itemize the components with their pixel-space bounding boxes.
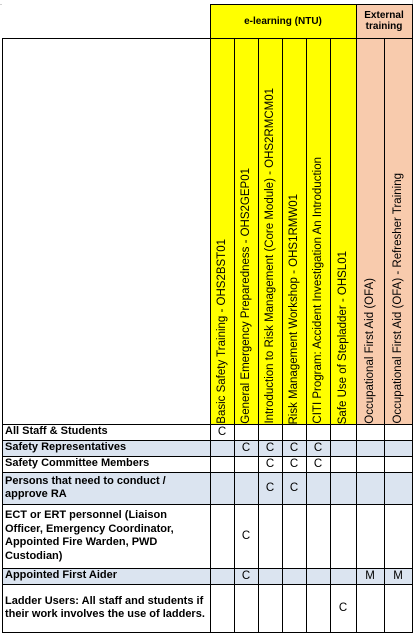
course-header-label: Basic Safety Training - OHS2BST01: [216, 239, 228, 424]
border-line: [2, 504, 413, 505]
requirement-cell: C: [234, 440, 258, 456]
requirement-cell: [384, 440, 412, 456]
requirement-cell: [306, 584, 330, 632]
requirement-cell: [356, 440, 384, 456]
course-header: [356, 38, 384, 424]
requirement-cell: [330, 440, 356, 456]
requirement-cell: [356, 456, 384, 472]
requirement-cell: [210, 584, 234, 632]
border-line: [306, 38, 307, 633]
border-line: [2, 472, 413, 473]
group-header-elearning: e-learning (NTU): [210, 4, 356, 38]
border-line: [356, 38, 357, 633]
requirement-cell: [234, 456, 258, 472]
course-header-label: Risk Management Workshop - OHS1RMW01: [288, 193, 300, 424]
border-line: [210, 38, 211, 633]
border-line: [282, 38, 283, 633]
requirement-cell: [384, 456, 412, 472]
requirement-cell: [384, 504, 412, 568]
border-line: [2, 424, 413, 425]
requirement-cell: [306, 472, 330, 504]
requirement-cell: C: [330, 584, 356, 632]
requirement-cell: [210, 456, 234, 472]
requirement-cell: [282, 504, 306, 568]
requirement-cell: [330, 504, 356, 568]
requirement-cell: [210, 568, 234, 584]
course-header-label: General Emergency Preparedness - OHS2GEP01: [240, 168, 252, 424]
requirement-cell: C: [282, 456, 306, 472]
requirement-cell: [258, 568, 282, 584]
requirement-cell: C: [234, 568, 258, 584]
border-line: [356, 4, 357, 38]
requirement-cell: [258, 504, 282, 568]
row-label: Safety Committee Members: [2, 456, 210, 472]
border-line: [384, 38, 385, 633]
border-line: [210, 38, 412, 39]
border-line: [412, 4, 413, 38]
course-header: [306, 38, 330, 424]
requirement-cell: [356, 504, 384, 568]
requirement-cell: C: [234, 504, 258, 568]
requirement-cell: [210, 504, 234, 568]
requirement-cell: M: [356, 568, 384, 584]
gridline: [0, 4, 2, 5]
requirement-cell: [210, 472, 234, 504]
requirement-cell: [234, 584, 258, 632]
requirement-cell: M: [384, 568, 412, 584]
course-header: [210, 38, 234, 424]
course-header: [282, 38, 306, 424]
requirement-cell: C: [282, 440, 306, 456]
border-line: [210, 4, 211, 38]
course-header: [384, 38, 412, 424]
border-line: [2, 38, 210, 39]
course-header: [258, 38, 282, 424]
border-line: [2, 456, 413, 457]
requirement-cell: [356, 424, 384, 440]
course-header: [330, 38, 356, 424]
requirement-cell: [330, 456, 356, 472]
border-line: [412, 38, 413, 633]
requirement-cell: [356, 584, 384, 632]
group-header-external: External training: [356, 4, 412, 38]
border-line: [234, 38, 235, 633]
requirement-cell: [384, 584, 412, 632]
requirement-cell: C: [258, 440, 282, 456]
requirement-cell: [258, 424, 282, 440]
row-label: Safety Representatives: [2, 440, 210, 456]
course-header-label: Introduction to Risk Management (Core Module) - OHS2RMCM01: [264, 88, 276, 424]
border-line: [330, 38, 331, 633]
requirement-cell: C: [306, 440, 330, 456]
requirement-cell: [306, 424, 330, 440]
requirement-cell: C: [258, 472, 282, 504]
border-line: [2, 584, 413, 585]
border-line: [2, 38, 3, 633]
requirement-cell: [330, 568, 356, 584]
course-header-label: Safe Use of Stepladder - OHSL01: [337, 250, 349, 424]
requirement-cell: [384, 424, 412, 440]
requirement-cell: C: [258, 456, 282, 472]
requirement-cell: [234, 424, 258, 440]
requirement-cell: C: [210, 424, 234, 440]
row-label: Ladder Users: All staff and students if their work involves the use of ladders.: [2, 584, 210, 632]
requirement-cell: [356, 472, 384, 504]
requirement-cell: [282, 568, 306, 584]
border-line: [2, 440, 413, 441]
border-line: [2, 568, 413, 569]
course-header: [234, 38, 258, 424]
requirement-cell: [258, 584, 282, 632]
requirement-cell: [210, 440, 234, 456]
border-line: [258, 38, 259, 633]
row-label: All Staff & Students: [2, 424, 210, 440]
requirement-cell: [234, 472, 258, 504]
course-header-label: CITI Program: Accident Investigation An Introduction: [312, 157, 324, 424]
requirement-cell: [282, 424, 306, 440]
requirement-cell: [306, 504, 330, 568]
requirement-cell: [282, 584, 306, 632]
row-label: Persons that need to conduct / approve RA: [2, 472, 210, 504]
border-line: [210, 4, 412, 5]
requirement-cell: C: [306, 456, 330, 472]
course-header-label: Occupational First Aid (OFA): [364, 278, 376, 424]
row-label: Appointed First Aider: [2, 568, 210, 584]
requirement-cell: [330, 472, 356, 504]
requirement-cell: [384, 472, 412, 504]
row-label: ECT or ERT personnel (Liaison Officer, Emergency Coordinator, Appointed Fire Warden, PWD Custodian): [2, 504, 210, 568]
requirement-cell: [330, 424, 356, 440]
course-header-label: Occupational First Aid (OFA) - Refresher Training: [392, 173, 404, 424]
requirement-cell: [306, 568, 330, 584]
requirement-cell: C: [282, 472, 306, 504]
